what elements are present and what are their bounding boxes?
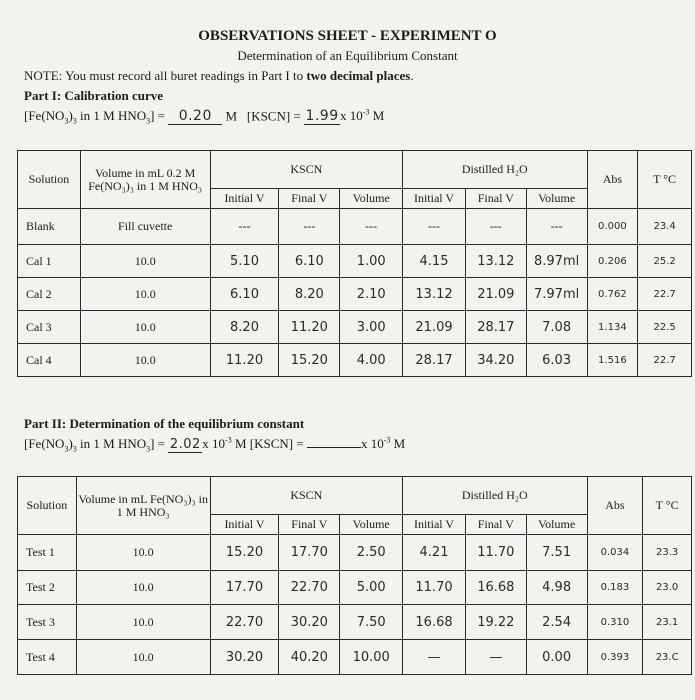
row-volume: 10.0 (76, 640, 210, 675)
abs-value[interactable]: 1.134 (587, 311, 638, 344)
kscn-initial[interactable]: --- (210, 209, 279, 245)
row-volume: 10.0 (80, 278, 210, 311)
fe-conc-field[interactable]: 0.20 (168, 108, 222, 125)
header-volume: Volume in mL Fe(NO₃)₃ in 1 M HNO₃ (76, 477, 210, 535)
header-water-final: Final V (465, 189, 526, 209)
header-kscn-initial: Initial V (210, 189, 279, 209)
abs-value[interactable]: 1.516 (587, 344, 638, 377)
water-initial[interactable]: --- (403, 209, 466, 245)
header-water-volume: Volume (526, 515, 587, 535)
fe-label-2: [$Fe(NO_3)_3$ in 1 M $HNO_3$] = (24, 436, 166, 454)
fe-conc-field-2[interactable]: 2.02 (169, 437, 201, 453)
temp-value[interactable]: 22.7 (638, 344, 692, 377)
table-row (18, 571, 692, 605)
kscn-final[interactable]: 15.20 (279, 344, 340, 377)
row-volume: 10.0 (80, 344, 210, 377)
abs-value[interactable]: 0.310 (587, 605, 643, 640)
table-row (18, 535, 692, 571)
header-volume: Volume in mL 0.2 M Fe(NO₃)₃ in 1 M HNO₃ (80, 151, 210, 209)
header-temp: T °C (643, 477, 692, 535)
water-initial[interactable]: 16.68 (403, 605, 466, 640)
row-solution: Test 1 (18, 535, 77, 571)
row-volume: 10.0 (76, 605, 210, 640)
kscn-volume[interactable]: 3.00 (340, 311, 403, 344)
kscn-final[interactable]: 22.70 (279, 571, 340, 605)
row-volume: 10.0 (76, 571, 210, 605)
note-end: . (410, 68, 414, 83)
temp-value[interactable]: 23.1 (643, 605, 692, 640)
table-row (18, 640, 692, 675)
header-water-initial: Initial V (403, 515, 466, 535)
fe-unit-2: x $10^{-3}$ M [KSCN] = (202, 436, 304, 452)
water-final[interactable]: 11.70 (465, 535, 526, 571)
water-initial[interactable]: 4.21 (403, 535, 466, 571)
table-row (18, 209, 692, 245)
row-volume: 10.0 (76, 535, 210, 571)
table-row (18, 605, 692, 640)
abs-value[interactable]: 0.393 (587, 640, 643, 675)
row-solution: Cal 2 (18, 278, 81, 311)
header-water-final: Final V (465, 515, 526, 535)
header-water-volume: Volume (526, 189, 587, 209)
header-abs: Abs (587, 477, 643, 535)
header-kscn-final: Final V (279, 515, 340, 535)
kscn-initial[interactable]: 11.20 (210, 344, 279, 377)
kscn-unit-2: x $10^{-3}$ M (360, 436, 406, 452)
water-initial[interactable]: 21.09 (403, 311, 466, 344)
temp-value[interactable]: 23.4 (638, 209, 692, 245)
table-row (18, 245, 692, 278)
water-volume[interactable]: 6.03 (526, 344, 587, 377)
water-initial[interactable]: 4.15 (403, 245, 466, 278)
kscn-volume[interactable]: 2.50 (340, 535, 403, 571)
water-final[interactable]: 34.20 (465, 344, 526, 377)
kscn-initial[interactable]: 30.20 (210, 640, 279, 675)
row-volume: 10.0 (80, 245, 210, 278)
part1-concentration-line (24, 108, 384, 126)
header-kscn: KSCN (210, 151, 403, 189)
row-solution: Cal 1 (18, 245, 81, 278)
water-final[interactable]: 19.22 (465, 605, 526, 640)
water-final[interactable]: 13.12 (465, 245, 526, 278)
water-final[interactable]: 21.09 (465, 278, 526, 311)
water-initial[interactable]: 11.70 (403, 571, 466, 605)
row-solution: Test 2 (18, 571, 77, 605)
kscn-final[interactable]: 8.20 (279, 278, 340, 311)
note-text: You must record all buret readings in Part I to (65, 68, 304, 83)
kscn-volume[interactable]: --- (340, 209, 403, 245)
header-solution: Solution (18, 151, 81, 209)
abs-value[interactable]: 0.183 (587, 571, 643, 605)
water-volume[interactable]: 7.97ml (526, 278, 587, 311)
temp-value[interactable]: 23.3 (643, 535, 692, 571)
row-solution: Blank (18, 209, 81, 245)
header-abs: Abs (587, 151, 638, 209)
header-water: Distilled H₂O (403, 477, 587, 515)
row-solution: Test 3 (18, 605, 77, 640)
water-final[interactable]: 28.17 (465, 311, 526, 344)
kscn-final[interactable]: --- (279, 209, 340, 245)
header-temp: T °C (638, 151, 692, 209)
temp-value[interactable]: 22.5 (638, 311, 692, 344)
header-kscn-volume: Volume (340, 189, 403, 209)
sheet-title: OBSERVATIONS SHEET - EXPERIMENT O (198, 28, 497, 44)
water-volume[interactable]: 4.98 (526, 571, 587, 605)
kscn-initial[interactable]: 15.20 (210, 535, 279, 571)
row-volume: 10.0 (80, 311, 210, 344)
header-kscn: KSCN (210, 477, 403, 515)
part2-concentration-line (24, 436, 405, 454)
kscn-volume[interactable]: 10.00 (340, 640, 403, 675)
table-row (18, 278, 692, 311)
abs-value[interactable]: 0.000 (587, 209, 638, 245)
water-final[interactable]: --- (465, 209, 526, 245)
temp-value[interactable]: 25.2 (638, 245, 692, 278)
calibration-table (17, 150, 692, 377)
row-solution: Test 4 (18, 640, 77, 675)
water-volume[interactable]: 8.97ml (526, 245, 587, 278)
kscn-initial[interactable]: 17.70 (210, 571, 279, 605)
row-volume: Fill cuvette (80, 209, 210, 245)
note-label: NOTE: (24, 68, 63, 83)
water-volume[interactable]: --- (526, 209, 587, 245)
kscn-volume[interactable]: 7.50 (340, 605, 403, 640)
kscn-final[interactable]: 40.20 (279, 640, 340, 675)
kscn-final[interactable]: 6.10 (279, 245, 340, 278)
abs-value[interactable]: 0.034 (587, 535, 643, 571)
water-volume[interactable]: 0.00 (526, 640, 587, 675)
header-kscn-final: Final V (279, 189, 340, 209)
kscn-unit: x $10^{-3}$ M (340, 108, 385, 124)
water-initial[interactable]: 13.12 (403, 278, 466, 311)
fe-label: [$Fe(NO_3)_3$ in 1 M $HNO_3$] = (24, 108, 166, 126)
row-solution: Cal 3 (18, 311, 81, 344)
kscn-volume[interactable]: 2.10 (340, 278, 403, 311)
abs-value[interactable]: 0.762 (587, 278, 638, 311)
sheet-subtitle: Determination of an Equilibrium Constant (237, 48, 458, 63)
note-line (24, 68, 414, 84)
header-kscn-initial: Initial V (210, 515, 279, 535)
part2-heading: Part II: Determination of the equilibrium constant (24, 416, 305, 431)
row-solution: Cal 4 (18, 344, 81, 377)
temp-value[interactable]: 22.7 (638, 278, 692, 311)
header-water: Distilled H₂O (403, 151, 587, 189)
kscn-initial[interactable]: 22.70 (210, 605, 279, 640)
kscn-final[interactable]: 17.70 (279, 535, 340, 571)
water-volume[interactable]: 7.51 (526, 535, 587, 571)
header-solution: Solution (18, 477, 77, 535)
part1-heading: Part I: Calibration curve (24, 88, 164, 103)
abs-value[interactable]: 0.206 (587, 245, 638, 278)
header-water-initial: Initial V (403, 189, 466, 209)
water-initial[interactable]: 28.17 (403, 344, 466, 377)
water-final[interactable]: 16.68 (465, 571, 526, 605)
fe-unit: M (225, 108, 238, 124)
kscn-label: [KSCN] = (246, 108, 301, 124)
kscn-conc-field-2[interactable] (307, 447, 361, 448)
kscn-initial[interactable]: 6.10 (210, 278, 279, 311)
note-bold: two decimal places (306, 68, 411, 83)
kscn-volume[interactable]: 4.00 (340, 344, 403, 377)
kscn-volume[interactable]: 5.00 (340, 571, 403, 605)
kscn-initial[interactable]: 8.20 (210, 311, 279, 344)
temp-value[interactable]: 23.0 (643, 571, 692, 605)
temp-value[interactable]: 23.C (643, 640, 692, 675)
table-row (18, 344, 692, 377)
header-kscn-volume: Volume (340, 515, 403, 535)
kscn-final[interactable]: 30.20 (279, 605, 340, 640)
water-volume[interactable]: 2.54 (526, 605, 587, 640)
water-volume[interactable]: 7.08 (526, 311, 587, 344)
kscn-final[interactable]: 11.20 (279, 311, 340, 344)
water-final[interactable]: — (465, 640, 526, 675)
table-row (18, 311, 692, 344)
kscn-conc-field[interactable]: 1.99 (305, 108, 339, 125)
kscn-initial[interactable]: 5.10 (210, 245, 279, 278)
equilibrium-table (17, 476, 692, 675)
water-initial[interactable]: — (403, 640, 466, 675)
kscn-volume[interactable]: 1.00 (340, 245, 403, 278)
